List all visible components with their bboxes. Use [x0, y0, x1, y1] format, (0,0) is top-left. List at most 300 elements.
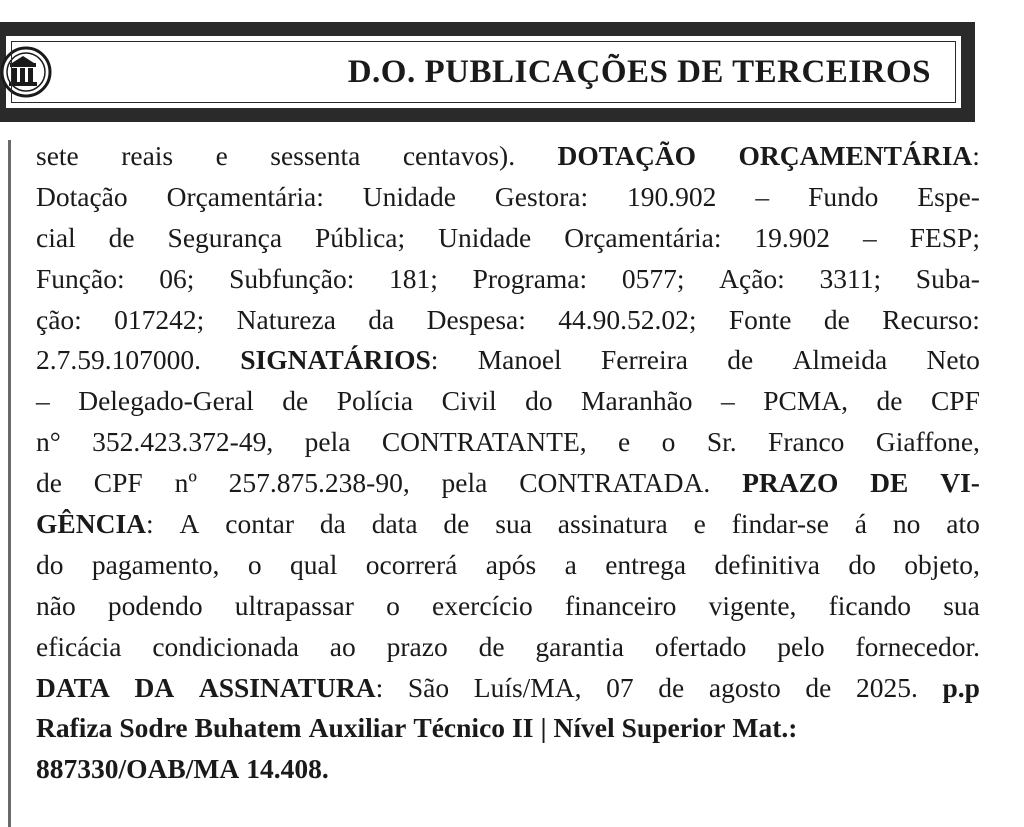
- word: [121, 136, 173, 177]
- word-part: 257.875.238-90,: [228, 467, 410, 499]
- word-part: p.p: [942, 671, 980, 703]
- word: [36, 668, 110, 709]
- word-part: Auxiliar: [308, 712, 407, 744]
- state-emblem-icon: [0, 46, 52, 98]
- word: [819, 259, 881, 300]
- word: [36, 586, 76, 627]
- word: [739, 136, 980, 177]
- word: [512, 708, 533, 749]
- word-part: de: [805, 671, 832, 703]
- word-part: sua: [495, 508, 532, 540]
- word-part: centavos).: [402, 140, 516, 171]
- word: [558, 300, 696, 341]
- word: [229, 463, 410, 504]
- text-line: [36, 177, 980, 218]
- word: [707, 422, 737, 463]
- word: [36, 545, 64, 586]
- word-part: :: [375, 671, 384, 703]
- word-part: condicionada: [152, 630, 299, 662]
- word-part: 19.902: [754, 221, 831, 253]
- word: [387, 627, 448, 668]
- word: [315, 218, 405, 259]
- word-part: ato: [946, 508, 980, 540]
- word-part: Subfunção:: [229, 262, 355, 294]
- text-line: [36, 504, 980, 545]
- word-part: 44.90.52.02;: [558, 303, 697, 335]
- word: [159, 259, 194, 300]
- word-part: e: [215, 140, 228, 171]
- word: [180, 504, 200, 545]
- word-part: e: [618, 426, 631, 458]
- word-part: Segurança: [167, 221, 283, 253]
- word: [715, 545, 820, 586]
- word-part: Franco: [768, 426, 845, 458]
- word-part: cial: [36, 221, 76, 253]
- word: [363, 177, 456, 218]
- word: [940, 463, 980, 504]
- word-part: Manoel: [477, 344, 562, 376]
- word-part: após: [485, 548, 537, 580]
- word-part: Dotação: [36, 180, 128, 212]
- word: [134, 668, 174, 709]
- word-part: DA: [134, 671, 175, 703]
- word-part: PRAZO: [742, 467, 839, 499]
- word: [719, 259, 785, 300]
- word: [305, 422, 351, 463]
- word-part: :: [430, 344, 439, 376]
- word: [565, 586, 676, 627]
- word: [478, 340, 562, 381]
- word: [36, 381, 50, 422]
- word: [727, 340, 753, 381]
- word-part: Despesa:: [426, 303, 526, 335]
- word-part: CONTRATANTE,: [381, 426, 587, 458]
- word-part: ultrapassar: [234, 589, 354, 621]
- word-part: agosto: [708, 671, 781, 703]
- word: [413, 708, 505, 749]
- word: [658, 668, 684, 709]
- word-part: ao: [329, 630, 356, 662]
- word-part: Gestora:: [494, 180, 589, 212]
- word-part: Pública;: [315, 221, 406, 253]
- word: [863, 218, 877, 259]
- word-part: 07: [606, 671, 634, 703]
- word: [320, 504, 346, 545]
- word-part: de: [282, 385, 309, 417]
- word-part: Espe-: [917, 180, 980, 212]
- word: [856, 627, 980, 668]
- text-line: [36, 218, 980, 259]
- word-part: financeiro: [564, 589, 677, 621]
- word: [195, 708, 302, 749]
- word: [627, 177, 716, 218]
- word: [443, 504, 469, 545]
- word-part: Programa:: [472, 262, 588, 294]
- word-part: VI-: [940, 467, 980, 499]
- word-part: pela: [441, 467, 488, 499]
- word: [848, 545, 876, 586]
- word-part: Nível: [553, 712, 615, 744]
- word-part: entrega: [605, 548, 687, 580]
- word-part: –: [862, 221, 877, 253]
- word-part: ORÇAMENTÁRIA: [738, 140, 973, 171]
- word: [763, 381, 848, 422]
- text-line: [36, 259, 980, 300]
- word-part: 06;: [159, 262, 195, 294]
- word: [36, 340, 201, 381]
- word: [805, 668, 831, 709]
- word: [337, 381, 413, 422]
- word: [754, 218, 830, 259]
- word-part: do: [36, 548, 64, 580]
- word-part: II: [512, 712, 534, 744]
- word-part: a: [564, 548, 577, 580]
- word-part: Giaffone,: [875, 426, 980, 458]
- word-part: ção:: [36, 303, 82, 335]
- word: [606, 668, 634, 709]
- word-part: Sr.: [706, 426, 737, 458]
- word: [564, 218, 721, 259]
- word: [662, 422, 676, 463]
- word-part: Fonte: [728, 303, 792, 335]
- word-part: Unidade: [362, 180, 456, 212]
- word: [92, 422, 273, 463]
- word: [479, 627, 505, 668]
- word-part: exercício: [432, 589, 533, 621]
- word-part: vigente,: [708, 589, 797, 621]
- word-part: :: [972, 140, 980, 171]
- word: [793, 340, 888, 381]
- word-part: 2.7.59.107000.: [36, 344, 201, 376]
- word-part: CONTRATADA.: [519, 467, 711, 499]
- word-part: CPF: [93, 467, 143, 499]
- word-part: o: [247, 548, 262, 580]
- word-part: não: [36, 589, 76, 621]
- word: [248, 545, 262, 586]
- word: [709, 668, 781, 709]
- word: [36, 422, 61, 463]
- word-part: 0577;: [621, 262, 685, 294]
- word: [225, 504, 294, 545]
- word: [382, 422, 587, 463]
- word-part: CPF: [930, 385, 980, 417]
- word: [856, 668, 918, 709]
- word-part: n°: [36, 426, 61, 458]
- word: [114, 300, 204, 341]
- word: [432, 586, 533, 627]
- word: [36, 259, 125, 300]
- word: [235, 586, 354, 627]
- word: [824, 300, 850, 341]
- word-part: Orçamentária:: [166, 180, 324, 212]
- word-part: Natureza: [236, 303, 336, 335]
- word-part: Maranhão: [581, 385, 693, 417]
- word-part: Sodre: [119, 712, 188, 744]
- word-part: Unidade: [438, 221, 532, 253]
- word-part: |: [540, 712, 547, 744]
- word-part: objeto,: [904, 548, 980, 580]
- word-part: pagamento,: [91, 548, 220, 580]
- word-part: e: [693, 508, 706, 540]
- text-line: [36, 749, 980, 790]
- word: [175, 463, 197, 504]
- text-line: [36, 381, 980, 422]
- word-part: pelo: [777, 630, 825, 662]
- word-part: no: [892, 508, 921, 540]
- word-part: Mat.:: [732, 712, 798, 744]
- word-part: Suba-: [915, 262, 980, 294]
- word: [946, 504, 980, 545]
- word: [733, 708, 798, 749]
- word: [36, 300, 82, 341]
- word: [729, 300, 792, 341]
- text-line: [36, 300, 980, 341]
- word: [442, 381, 497, 422]
- word: [246, 749, 329, 790]
- word: [495, 504, 532, 545]
- word-part: 887330/OAB/MA: [36, 753, 240, 785]
- word: [309, 708, 407, 749]
- word: [78, 381, 254, 422]
- word: [167, 177, 324, 218]
- word-part: á: [854, 508, 868, 540]
- word: [601, 340, 688, 381]
- word: [270, 136, 360, 177]
- word-part: pela: [304, 426, 351, 458]
- word: [36, 136, 79, 177]
- word: [372, 504, 418, 545]
- word-part: sete: [36, 140, 79, 171]
- word: [330, 627, 356, 668]
- word-part: definitiva: [714, 548, 820, 580]
- word-part: o: [661, 426, 676, 458]
- word: [558, 504, 668, 545]
- word-part: Buhatem: [194, 712, 302, 744]
- text-line: [36, 463, 980, 504]
- section-banner: [0, 22, 975, 122]
- word-part: prazo: [386, 630, 448, 662]
- word: [931, 381, 980, 422]
- word-part: Fundo: [808, 180, 879, 212]
- text-line: [36, 708, 980, 749]
- word: [36, 177, 128, 218]
- word-part: da: [319, 508, 346, 540]
- word-part: assinatura: [557, 508, 668, 540]
- word-part: de: [658, 671, 685, 703]
- word-part: 3311;: [819, 262, 882, 294]
- word-part: Ferreira: [600, 344, 688, 376]
- word: [855, 504, 867, 545]
- word: [554, 708, 615, 749]
- word: [495, 177, 588, 218]
- word: [916, 259, 980, 300]
- word-part: eficácia: [36, 630, 122, 662]
- word-part: reais: [121, 140, 174, 171]
- word-part: A: [179, 508, 200, 540]
- word: [904, 545, 980, 586]
- word: [168, 218, 283, 259]
- word: [119, 708, 187, 749]
- word: [942, 668, 979, 709]
- word: [442, 463, 488, 504]
- word-part: PCMA,: [763, 385, 849, 417]
- word: [870, 463, 908, 504]
- word-part: contar: [225, 508, 294, 540]
- word-part: 2025.: [855, 671, 918, 703]
- word: [438, 218, 531, 259]
- word-part: ocorrerá: [365, 548, 458, 580]
- word-part: garantia: [535, 630, 624, 662]
- word: [808, 177, 878, 218]
- word: [36, 749, 239, 790]
- word-part: findar-se: [731, 508, 829, 540]
- word-part: –: [36, 385, 50, 417]
- word-part: de: [478, 630, 505, 662]
- word: [558, 136, 697, 177]
- word: [618, 422, 630, 463]
- word: [882, 300, 980, 341]
- word: [694, 504, 706, 545]
- document-body: [36, 136, 980, 790]
- word: [622, 259, 685, 300]
- word: [366, 545, 458, 586]
- word-part: qual: [290, 548, 338, 580]
- word-part: 181;: [389, 262, 438, 294]
- word-part: GÊNCIA: [36, 508, 147, 540]
- word-part: sua: [943, 589, 980, 621]
- word-part: Neto: [926, 344, 980, 376]
- text-line: [36, 422, 980, 463]
- text-line: [36, 340, 980, 381]
- word-part: de: [36, 467, 62, 499]
- banner-title: D.O. PUBLICAÇÕES DE TERCEIROS: [347, 53, 931, 90]
- word: [605, 545, 686, 586]
- word: [893, 504, 921, 545]
- word: [732, 504, 829, 545]
- word: [926, 340, 979, 381]
- word-part: –: [721, 385, 735, 417]
- word-part: DE: [870, 467, 909, 499]
- word: [36, 504, 154, 545]
- word-part: DOTAÇÃO: [557, 140, 697, 171]
- word: [427, 300, 526, 341]
- word: [36, 708, 112, 749]
- word: [910, 218, 980, 259]
- word-part: de: [823, 303, 850, 335]
- word: [721, 381, 735, 422]
- word: [565, 545, 577, 586]
- word: [403, 136, 515, 177]
- word: [290, 545, 337, 586]
- word: [109, 218, 135, 259]
- word: [581, 381, 692, 422]
- word: [94, 463, 143, 504]
- word: [709, 586, 797, 627]
- word-part: ofertado: [654, 630, 747, 662]
- word: [240, 340, 438, 381]
- word: [525, 381, 553, 422]
- word: [237, 300, 336, 341]
- word: [877, 381, 903, 422]
- word: [777, 627, 824, 668]
- word-part: Rafiza: [36, 712, 113, 744]
- word-part: –: [755, 180, 770, 212]
- word: [622, 708, 726, 749]
- word-part: 190.902: [627, 180, 717, 212]
- text-line: [36, 545, 980, 586]
- word: [152, 627, 299, 668]
- word-part: DATA: [36, 671, 110, 703]
- word-part: Luís/MA,: [473, 671, 582, 703]
- word-part: Função:: [36, 262, 125, 294]
- word-part: Técnico: [413, 712, 506, 744]
- word-part: :: [146, 508, 154, 540]
- word: [92, 545, 220, 586]
- word-part: de: [108, 221, 135, 253]
- banner-frame: [4, 34, 963, 110]
- word: [199, 668, 383, 709]
- word: [108, 586, 203, 627]
- word: [742, 463, 838, 504]
- word-part: ASSINATURA: [198, 671, 376, 703]
- word-part: 017242;: [114, 303, 205, 335]
- word-part: São: [407, 671, 450, 703]
- word-part: SIGNATÁRIOS: [240, 344, 431, 376]
- word: [36, 627, 121, 668]
- word: [36, 218, 76, 259]
- word: [655, 627, 747, 668]
- word-part: 352.423.372-49,: [92, 426, 274, 458]
- word-part: Ação:: [719, 262, 785, 294]
- word: [486, 545, 536, 586]
- word: [768, 422, 844, 463]
- word: [473, 259, 588, 300]
- word: [519, 463, 710, 504]
- column-rule: [8, 140, 11, 827]
- word: [386, 586, 400, 627]
- word-part: de: [727, 344, 754, 376]
- word: [876, 422, 980, 463]
- word: [368, 300, 394, 341]
- word-part: podendo: [107, 589, 203, 621]
- word-part: Polícia: [336, 385, 414, 417]
- word: [389, 259, 438, 300]
- word-part: ficando: [828, 589, 912, 621]
- word-part: Superior: [621, 712, 726, 744]
- word-part: 14.408.: [246, 753, 329, 785]
- word-part: do: [525, 385, 553, 417]
- word-part: Almeida: [792, 344, 888, 376]
- word: [917, 177, 980, 218]
- word-part: Orçamentária:: [564, 221, 722, 253]
- word-part: FESP;: [909, 221, 980, 253]
- word: [282, 381, 308, 422]
- text-line: [36, 627, 980, 668]
- word-part: o: [386, 589, 400, 621]
- word: [474, 668, 582, 709]
- word: [408, 668, 449, 709]
- word: [229, 259, 354, 300]
- word: [36, 463, 62, 504]
- word: [540, 708, 546, 749]
- word-part: fornecedor.: [855, 630, 980, 662]
- word: [535, 627, 624, 668]
- word-part: do: [848, 548, 876, 580]
- word: [829, 586, 911, 627]
- word-part: Civil: [441, 385, 497, 417]
- word-part: de: [443, 508, 470, 540]
- word-part: nº: [174, 467, 197, 499]
